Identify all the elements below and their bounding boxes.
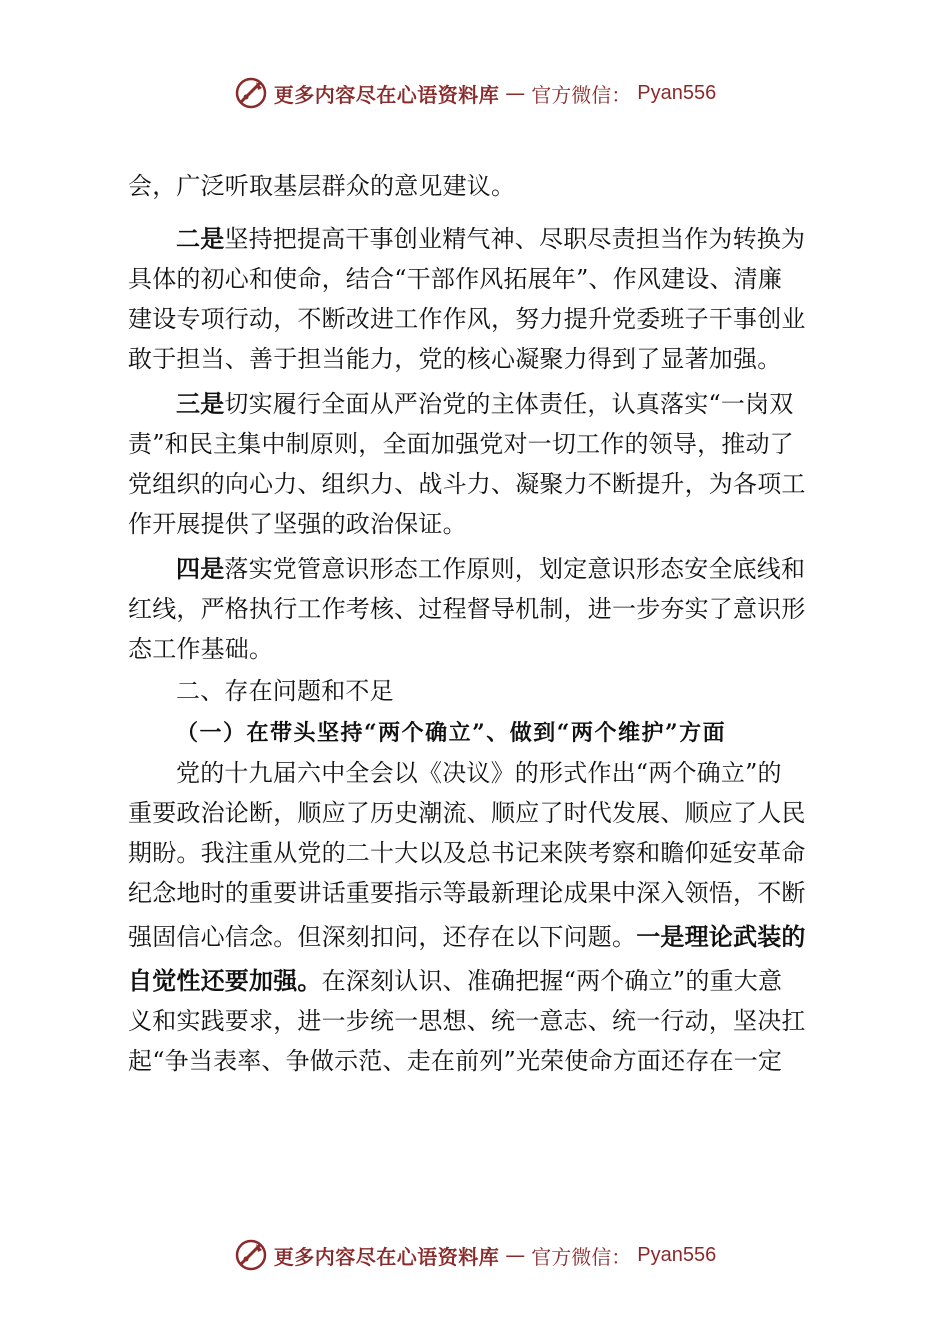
watermark-separator: — bbox=[505, 81, 526, 105]
watermark-text: 更多内容尽在心语资料库 bbox=[273, 82, 500, 107]
watermark-text: 更多内容尽在心语资料库 bbox=[273, 1244, 500, 1269]
watermark-label: 官方微信： bbox=[531, 1244, 632, 1269]
watermark-separator: — bbox=[505, 1243, 526, 1267]
brand-logo-icon bbox=[234, 76, 268, 110]
problem-one-lead-a: 一是理论武装的 bbox=[636, 923, 806, 951]
point-four-lead: 四是 bbox=[176, 555, 225, 583]
watermark-wechat-id: Pyan556 bbox=[637, 81, 717, 104]
point-three-lead: 三是 bbox=[176, 390, 225, 418]
brand-logo-icon bbox=[234, 1238, 268, 1272]
problem-one-lead-b: 自觉性还要加强。 bbox=[128, 967, 322, 995]
paragraph-point-three: 三是切实履行全面从严治党的主体责任，认真落实“一岗双 责”和民主集中制原则，全面加强党对一切工作的领导，推动了 党组织的向心力、组织力、战斗力、凝聚力不断提升，为各项工 作开展提供了坚强的政治保证。 bbox=[128, 390, 806, 538]
section-heading: 二、存在问题和不足 bbox=[176, 677, 394, 705]
header-watermark bbox=[0, 76, 950, 110]
paragraph-point-two: 二是坚持把提高干事创业精气神、尽职尽责担当作为转换为 具体的初心和使命，结合“干部作风拓展年”、作风建设、清廉 建设专项行动，不断改进工作作风，努力提升党委班子干事创业 敢于担当、善于担当能力，党的核心凝聚力得到了显著加强。 bbox=[128, 225, 806, 373]
point-two-lead: 二是 bbox=[176, 225, 225, 253]
document-body bbox=[128, 166, 844, 1081]
watermark-wechat-id: Pyan556 bbox=[637, 1243, 717, 1266]
paragraph-point-four: 四是落实党管意识形态工作原则，划定意识形态安全底线和 红线，严格执行工作考核、过程督导机制，进一步夯实了意识形 态工作基础。 bbox=[128, 555, 806, 663]
watermark-label: 官方微信： bbox=[531, 82, 632, 107]
footer-watermark bbox=[0, 1238, 950, 1272]
sub-heading: （一）在带头坚持“两个确立”、做到“两个维护”方面 bbox=[176, 720, 727, 746]
paragraph-continuation: 会，广泛听取基层群众的意见建议。 bbox=[128, 172, 516, 200]
paragraph-section-one: 党的十九届六中全会以《决议》的形式作出“两个确立”的 重要政治论断，顺应了历史潮流、顺应了时代发展、顺应了人民 期盼。我注重从党的二十大以及总书记来陕考察和瞻仰延安革命 纪念地时的重要讲话重要指示等最新理论成果中深入领悟，不断 强固信心信念。但深刻扣问，还存在以下问题。一是理论武装的 自觉性还要加强。在深刻认识、准确把握“两个确立”的重大意 义和实践要求，进一步统一思想、统一意志、统一行动，坚决扛 起“争当表率、争做示范、走在前列”光荣使命方面还存在一定 bbox=[128, 759, 806, 1075]
